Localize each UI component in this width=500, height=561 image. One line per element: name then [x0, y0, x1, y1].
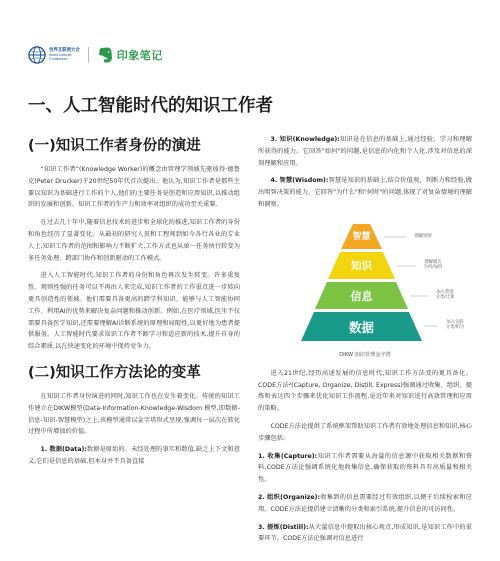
code-item-distill-text: 从大量信息中提取出核心观点,形成知识,是知识工作中的重要环节。CODE方法论强调对信息进行	[258, 523, 472, 543]
dikw-item-data	[28, 444, 240, 468]
right-paragraph-code: CODE方法论提供了系统框架帮助知识工作者有效地处理信息和知识,核心步骤包括:	[258, 422, 472, 442]
code-item-organize-text: 收集到的信息需要经过有效组织,以便于后续检索和应用。CODE方法论提倡建立清晰的分类和索引系统,提升信息的可访问性。	[258, 493, 472, 513]
section1-paragraph: 进入人工智能时代,知识工作者的身份和角色再次发生转变。许多重复性、规则性强的任务可以不再由人来完成,知识工作者的工作重点进一步转向更具创造性的领域。他们需要具备更高的跨学科知识、能够与人工智能协同工作、利用AI的优势来解决复杂问题和推动创新。例如,在医疗领域,医生不仅需要具备医学知识,还需要理解AI诊断系统的原理和局限性,以更好地为患者提供服务。人工智能时代要求知识工作者不断学习和适应新的技术,提升自身的综合素质,以在快速变化的环境中保持竞争力。	[28, 272, 240, 351]
code-item-distill	[258, 522, 472, 546]
pyramid-note-wisdom-text: 理解原则	[414, 233, 432, 239]
wic-name-en-2: Conference	[49, 57, 68, 62]
wic-name-en-1: World Internet	[49, 52, 72, 57]
pyramid-note-information	[430, 290, 460, 301]
code-item-organize	[258, 492, 472, 516]
dikw-item-knowledge	[258, 134, 472, 169]
section2-heading: (二)知识工作方法论的变革	[28, 364, 201, 381]
logo-divider	[88, 47, 89, 63]
code-item-capture-text: 知识工作者需要从海量的信息源中获取相关数据和资料,CODE方法论强调系统化地收集信息,确保获取的资料具有高质量和相关性。	[258, 452, 472, 484]
pyramid-note-data-line2: 分类/组合	[445, 325, 465, 331]
pyramid-note-wisdom	[408, 234, 438, 239]
right-paragraph-21c: 进入21世纪,经历高速发展的信息时代,知识工作方法变的更具备化。CODE方法²(Capture, Organize, Distill, Express)强调通过收集、组织、提炼和表达四个步骤来优化知识工作流程,是近年来对知识进行高效管理和应用的策略。	[258, 369, 472, 413]
code-item-capture	[258, 451, 472, 486]
pyramid-label-wisdom: 智慧	[352, 231, 371, 242]
pyramid-label-data: 数据	[348, 319, 374, 335]
wic-name-cn: 世界互联网大会	[49, 47, 80, 53]
dikw-item-wisdom	[258, 175, 472, 210]
dikw-pyramid	[258, 219, 472, 347]
pyramid-label-knowledge: 知识	[351, 259, 372, 272]
section1-paragraph: “知识工作者”(Knowledge Worker)的概念由管理学领域先驱彼得·德鲁克(Peter Drucker)于20世纪50年代首次提出。他认为,知识工作者是那些主要以知识为基础进行工作的个人,他们的主要任务是创造和应用知识,以推动组织的发展和创新。知识工作者的生产力和效率对组织的成功至关重要。	[28, 166, 240, 209]
pyramid-note-information-line1: 加入背景	[436, 289, 454, 295]
elephant-icon	[97, 46, 113, 64]
pyramid-note-knowledge-line1: 理解模式	[424, 259, 442, 265]
code-item-capture-label: 1. 收集(Capture):	[258, 452, 318, 460]
dikw-item-wisdom-text: 智慧是知识的基础上,结合价值观、判断力和经验,做出明智决策的能力。它回答"为什么"和"何时"的问题,体现了对复杂情境的理解和洞察。	[258, 177, 472, 208]
section1-paragraph: 在过去几十年中,随着信息技术的进步和全球化的推进,知识工作者的身份和角色经历了显著变化。从最初的研究人员和工程师到如今各行各业的专业人士,知识工作者的范围和影响力不断扩大,工作方式也从单一任务执行转变为多任务处理、跨部门协作和创新驱动的工作模式。	[28, 219, 240, 262]
pyramid-label-information: 信息	[350, 289, 373, 303]
section1-heading: (一)知识工作者身份的演进	[28, 138, 201, 154]
globe-icon	[28, 46, 46, 64]
page-title: 一、人工智能时代的知识工作者	[28, 96, 273, 116]
code-item-distill-label: 3. 提炼(Distill):	[258, 523, 309, 531]
dikw-item-knowledge-text: 知识是在信息的基础上,通过经验、学习和理解所获得的能力。它回答"如何"的问题,是信息的内化和个人化,涉及对信息的深刻理解和应用。	[258, 136, 472, 167]
right-column	[258, 134, 472, 551]
dikw-item-knowledge-label: 3. 知识(Knowledge):	[270, 136, 340, 143]
pyramid-note-information-line2: 分类/计算	[435, 295, 455, 301]
left-column	[28, 134, 240, 474]
code-item-organize-label: 2. 组织(Organize):	[258, 493, 320, 501]
pyramid-note-knowledge-line2: 为何/如何	[423, 265, 443, 271]
pyramid-note-data	[440, 320, 470, 331]
wic-logo	[28, 46, 80, 64]
dikw-item-data-label: 1. 数据(Data):	[40, 446, 87, 454]
evernote-logo	[97, 46, 163, 64]
dikw-item-wisdom-label: 4. 智慧(Wisdom):	[270, 177, 329, 185]
pyramid-note-data-line1: 加入关联	[446, 319, 464, 325]
pyramid-note-knowledge	[418, 260, 448, 271]
header	[28, 44, 163, 66]
evernote-name: 印象笔记	[116, 49, 163, 62]
dikw-item-data-text: 数据是原始的、未经处理的事实和数值,缺乏上下文和意义,它们是信息的基础,但本身并不具备直接	[28, 446, 240, 465]
pyramid-caption: DIKW 知识管理金字塔	[339, 351, 391, 358]
section2-paragraph: 在知识工作者身份演进的同时,知识工作也在发生着变化。传统的知识工作建立在DIKW模型(Data-Information-Knowledge-Wisdom 模型,即数据-信息-知识-智慧模型)之上,该模型通常以金字塔形式呈现,强调每一层次在转化过程中所增加的价值。	[28, 392, 240, 436]
